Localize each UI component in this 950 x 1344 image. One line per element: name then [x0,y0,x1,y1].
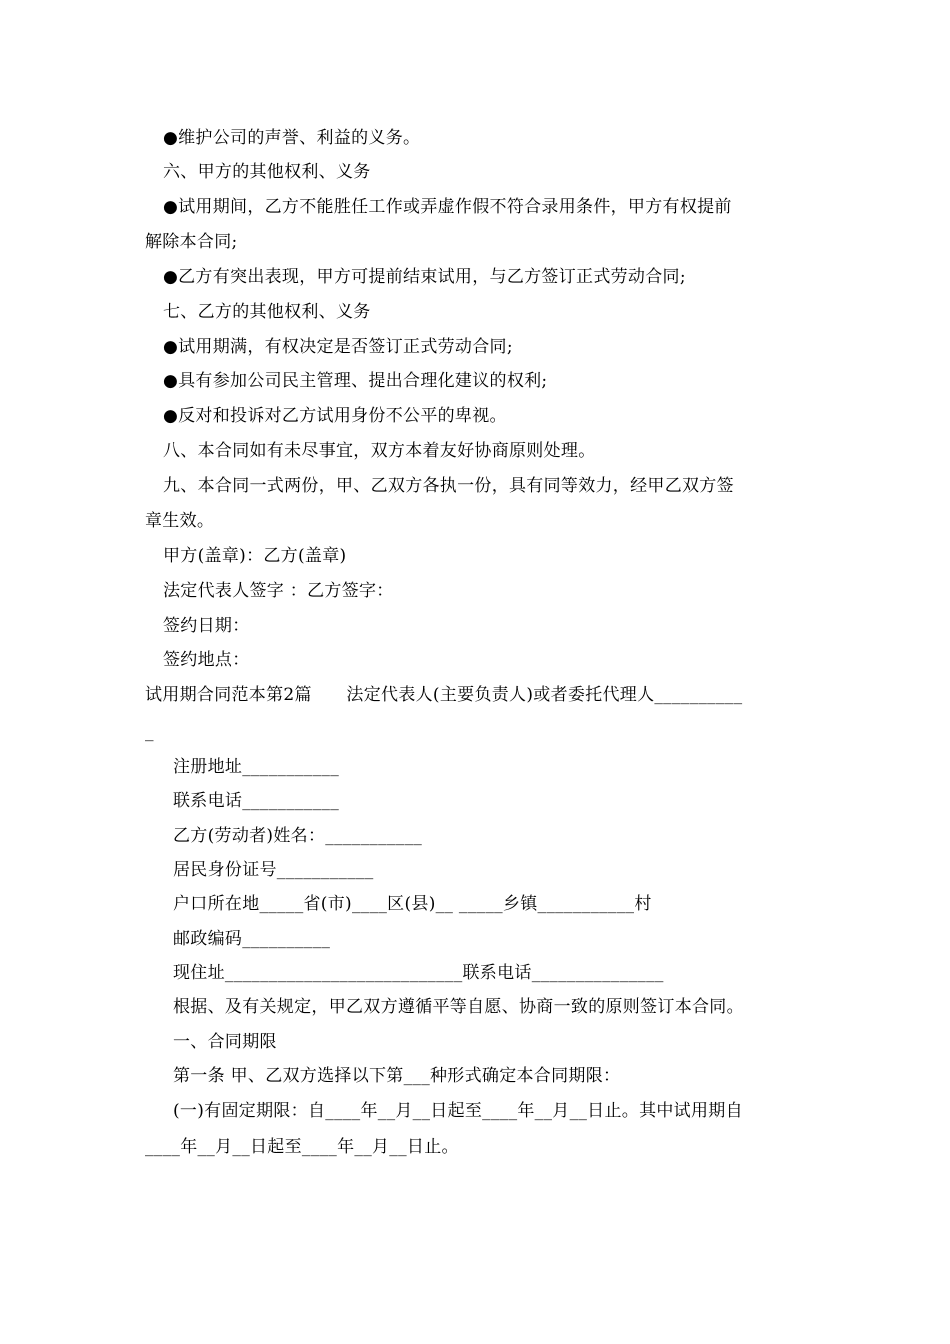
text-line-04: 解除本合同; [145,232,238,252]
text-line-15: 签约日期： [163,616,250,636]
text-line-28: 第一条 甲、乙双方选择以下第___种形式确定本合同期限： [173,1066,621,1086]
text-line-22: 居民身份证号___________ [173,860,374,880]
text-line-17: 试用期合同范本第2篇 法定代表人(主要负责人)或者委托代理人__________ [145,685,743,705]
text-line-16: 签约地点： [163,650,250,670]
text-line-11: 九、本合同一式两份，甲、乙双方各执一份，具有同等效力，经甲乙双方签 [163,476,734,496]
text-line-10: 八、本合同如有未尽事宜，双方本着友好协商原则处理。 [163,441,596,461]
text-line-27: 一、合同期限 [173,1032,277,1052]
text-line-12: 章生效。 [145,511,215,531]
text-line-20: 联系电话___________ [173,791,339,811]
text-line-25: 现住址___________________________联系电话_______________ [173,963,664,983]
text-line-02: 六、甲方的其他权利、义务 [163,162,371,182]
text-line-03: ●试用期间，乙方不能胜任工作或弄虚作假不符合录用条件，甲方有权提前 [163,197,732,217]
text-line-01: ●维护公司的声誉、利益的义务。 [163,128,421,148]
text-line-23: 户口所在地_____省(市)____区(县)__ _____乡镇___________村 [173,894,652,914]
text-line-09: ●反对和投诉对乙方试用身份不公平的卑视。 [163,406,507,426]
text-line-19: 注册地址___________ [173,757,339,777]
text-line-06: 七、乙方的其他权利、义务 [163,302,371,322]
text-line-26: 根据、及有关规定，甲乙双方遵循平等自愿、协商一致的原则签订本合同。 [173,997,744,1017]
text-line-29: (一)有固定期限：自____年__月__日起至____年__月__日止。其中试用期自 [173,1101,743,1121]
text-line-05: ●乙方有突出表现，甲方可提前结束试用，与乙方签订正式劳动合同; [163,267,686,287]
text-line-21: 乙方(劳动者)姓名：___________ [173,826,423,846]
text-line-24: 邮政编码__________ [173,929,331,949]
text-line-13: 甲方(盖章)：乙方(盖章) [163,546,347,566]
text-line-18: _ [145,722,154,742]
text-line-07: ●试用期满，有权决定是否签订正式劳动合同; [163,337,513,357]
text-line-14: 法定代表人签字 ：乙方签字： [163,581,394,601]
text-line-30: ____年__月__日起至____年__月__日止。 [145,1137,459,1157]
text-line-08: ●具有参加公司民主管理、提出合理化建议的权利; [163,371,548,391]
